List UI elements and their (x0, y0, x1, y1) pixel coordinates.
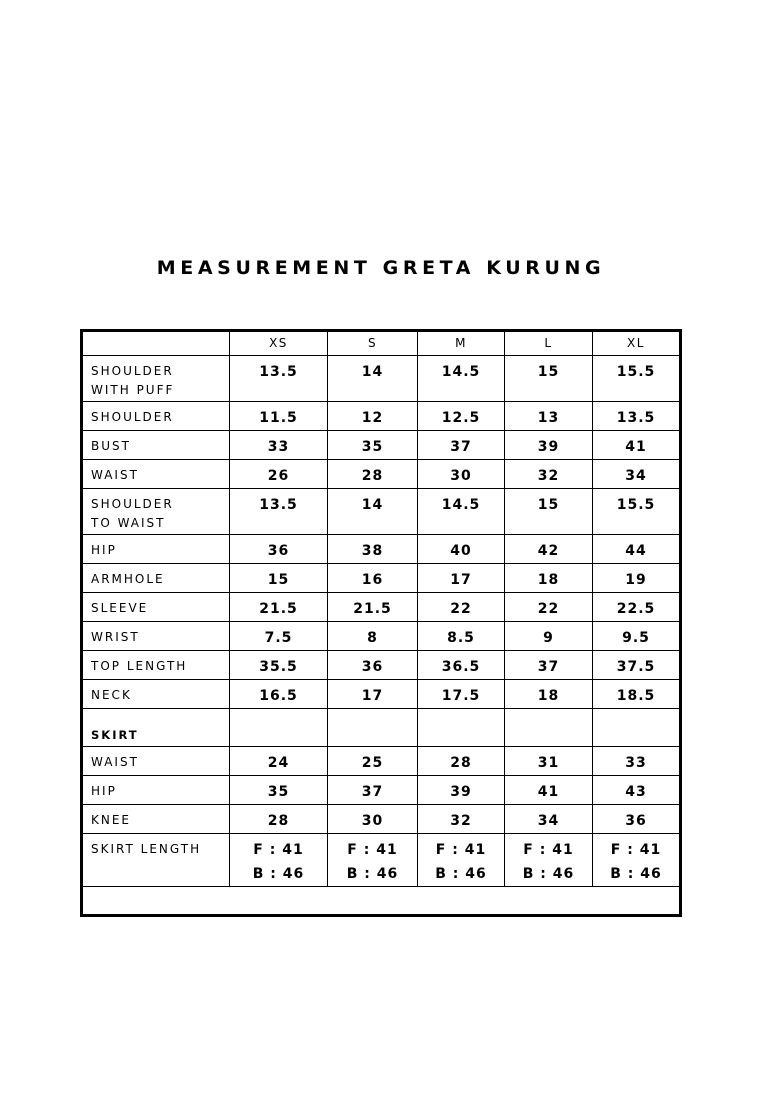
measurement-cell: 39 (418, 776, 505, 805)
measurement-cell: 36 (230, 535, 328, 564)
row-label (82, 805, 230, 834)
measurement-cell: 39 (505, 431, 593, 460)
measurement-cell: 15.5 (593, 489, 681, 535)
measurement-cell: 14 (328, 489, 418, 535)
section-row-skirt (82, 709, 681, 747)
measurement-cell: 9 (505, 622, 593, 651)
measurement-cell: 9.5 (593, 622, 681, 651)
row-label-line: TO WAIST (91, 516, 166, 530)
table-row (82, 651, 681, 680)
header-row (82, 331, 681, 356)
measurement-line: B : 46 (435, 866, 487, 882)
measurement-cell: 14 (328, 356, 418, 402)
row-label (82, 834, 230, 887)
row-label-line: KNEE (91, 813, 132, 827)
measurement-line: F : 41 (253, 842, 304, 858)
measurement-cell (505, 709, 593, 747)
measurement-cell: 33 (593, 747, 681, 776)
measurement-cell: 43 (593, 776, 681, 805)
measurement-cell: 15 (505, 489, 593, 535)
measurement-cell: 28 (418, 747, 505, 776)
row-label-line: WAIST (91, 755, 139, 769)
row-label (82, 356, 230, 402)
table-row (82, 593, 681, 622)
row-label-line: SHOULDER (91, 364, 174, 378)
measurement-cell (230, 709, 328, 747)
measurement-line: B : 46 (610, 866, 662, 882)
measurement-cell: 8 (328, 622, 418, 651)
measurement-cell: 11.5 (230, 402, 328, 431)
measurement-line: B : 46 (522, 866, 575, 882)
table-row (82, 622, 681, 651)
row-label-line: HIP (91, 784, 117, 798)
measurement-cell: 18 (505, 564, 593, 593)
row-label (82, 622, 230, 651)
measurement-cell: 13.5 (593, 402, 681, 431)
row-label-line: WITH PUFF (91, 383, 175, 397)
measurement-cell: 26 (230, 460, 328, 489)
empty-footer-row (82, 887, 681, 916)
row-label (82, 709, 230, 747)
size-header: S (328, 331, 418, 356)
table-row (82, 460, 681, 489)
measurement-cell (593, 834, 681, 887)
measurement-cell: 32 (418, 805, 505, 834)
row-label-line: TOP LENGTH (91, 659, 188, 673)
measurement-cell: 15 (230, 564, 328, 593)
table-row (82, 834, 681, 887)
size-header: XS (230, 331, 328, 356)
measurement-cell: 33 (230, 431, 328, 460)
measurement-cell: 18 (505, 680, 593, 709)
row-label-line: WRIST (91, 630, 140, 644)
row-label-line: WAIST (91, 468, 139, 482)
table-row (82, 680, 681, 709)
table-row (82, 564, 681, 593)
measurement-cell: 24 (230, 747, 328, 776)
header-empty-cell (82, 331, 230, 356)
measurement-table (80, 329, 682, 917)
measurement-cell: 34 (505, 805, 593, 834)
measurement-cell (505, 834, 593, 887)
measurement-cell: 35.5 (230, 651, 328, 680)
measurement-cell (593, 709, 681, 747)
measurement-cell: 31 (505, 747, 593, 776)
table-row (82, 805, 681, 834)
row-label (82, 593, 230, 622)
measurement-cell: 37 (505, 651, 593, 680)
measurement-cell: 37 (418, 431, 505, 460)
table-row (82, 402, 681, 431)
table-row (82, 431, 681, 460)
measurement-cell: 13.5 (230, 489, 328, 535)
row-label-line: SHOULDER (91, 410, 174, 424)
size-header: L (505, 331, 593, 356)
row-label (82, 460, 230, 489)
measurement-cell: 28 (328, 460, 418, 489)
measurement-cell: 17.5 (418, 680, 505, 709)
measurement-cell: 22 (418, 593, 505, 622)
measurement-cell: 18.5 (593, 680, 681, 709)
measurement-cell: 21.5 (328, 593, 418, 622)
table-row (82, 356, 681, 402)
row-label (82, 651, 230, 680)
measurement-line: F : 41 (523, 842, 574, 858)
row-label (82, 680, 230, 709)
measurement-cell: 35 (230, 776, 328, 805)
measurement-cell: 36 (593, 805, 681, 834)
row-label-line: HIP (91, 543, 117, 557)
measurement-cell: 14.5 (418, 489, 505, 535)
measurement-cell: 7.5 (230, 622, 328, 651)
row-label (82, 776, 230, 805)
row-label-line: SKIRT LENGTH (91, 842, 202, 856)
table-row (82, 776, 681, 805)
size-header: XL (593, 331, 681, 356)
measurement-cell: 8.5 (418, 622, 505, 651)
measurement-cell (230, 834, 328, 887)
measurement-cell (418, 834, 505, 887)
measurement-cell: 40 (418, 535, 505, 564)
row-label (82, 747, 230, 776)
measurement-cell: 15.5 (593, 356, 681, 402)
measurement-cell: 15 (505, 356, 593, 402)
measurement-cell: 21.5 (230, 593, 328, 622)
measurement-cell: 35 (328, 431, 418, 460)
measurement-cell: 36 (328, 651, 418, 680)
table-row (82, 747, 681, 776)
measurement-cell (328, 834, 418, 887)
measurement-line: F : 41 (347, 842, 398, 858)
measurement-cell: 36.5 (418, 651, 505, 680)
measurement-cell: 17 (418, 564, 505, 593)
measurement-cell (418, 709, 505, 747)
measurement-line: B : 46 (252, 866, 305, 882)
table-row (82, 489, 681, 535)
row-label (82, 535, 230, 564)
measurement-cell: 22.5 (593, 593, 681, 622)
row-label (82, 402, 230, 431)
measurement-line: B : 46 (346, 866, 399, 882)
measurement-cell: 28 (230, 805, 328, 834)
measurement-cell: 14.5 (418, 356, 505, 402)
row-label-line: SLEEVE (91, 601, 149, 615)
row-label-line: SHOULDER (91, 497, 174, 511)
measurement-cell: 16 (328, 564, 418, 593)
measurement-cell: 12.5 (418, 402, 505, 431)
measurement-cell: 19 (593, 564, 681, 593)
table-row (82, 535, 681, 564)
measurement-cell: 30 (418, 460, 505, 489)
size-header: M (418, 331, 505, 356)
page-title: MEASUREMENT GRETA KURUNG (156, 257, 606, 279)
measurement-cell: 37 (328, 776, 418, 805)
measurement-cell (328, 709, 418, 747)
measurement-cell: 12 (328, 402, 418, 431)
row-label-line: BUST (91, 439, 131, 453)
measurement-cell: 16.5 (230, 680, 328, 709)
measurement-cell: 41 (593, 431, 681, 460)
empty-footer-cell (82, 887, 681, 916)
measurement-line: F : 41 (610, 842, 662, 858)
row-label-line: NECK (91, 688, 132, 702)
measurement-cell: 41 (505, 776, 593, 805)
measurement-cell: 32 (505, 460, 593, 489)
row-label (82, 564, 230, 593)
row-label (82, 489, 230, 535)
measurement-cell: 25 (328, 747, 418, 776)
row-label (82, 431, 230, 460)
measurement-cell: 38 (328, 535, 418, 564)
measurement-cell: 34 (593, 460, 681, 489)
measurement-cell: 44 (593, 535, 681, 564)
measurement-cell: 13 (505, 402, 593, 431)
measurement-cell: 42 (505, 535, 593, 564)
row-label-line: ARMHOLE (91, 572, 165, 586)
measurement-cell: 30 (328, 805, 418, 834)
measurement-cell: 13.5 (230, 356, 328, 402)
measurement-cell: 17 (328, 680, 418, 709)
measurement-line: F : 41 (435, 842, 487, 858)
row-label-line: SKIRT (91, 728, 139, 742)
measurement-cell: 37.5 (593, 651, 681, 680)
measurement-cell: 22 (505, 593, 593, 622)
